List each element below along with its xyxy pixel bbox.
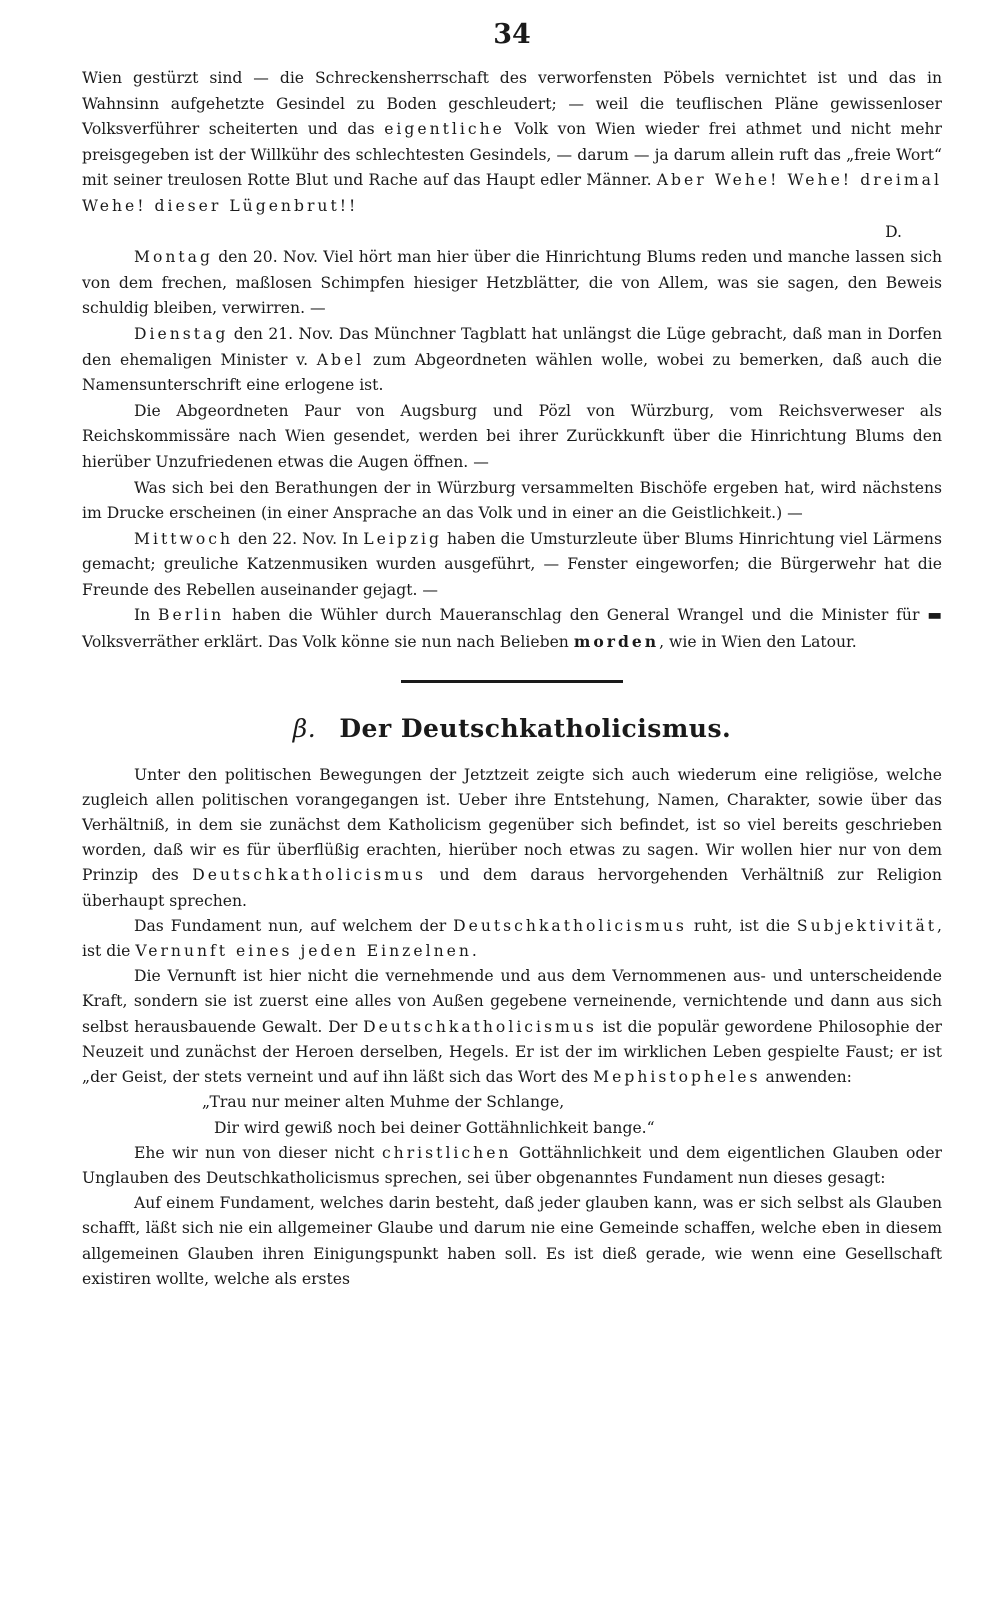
paragraph-text: Wien gestürzt sind — die Schreckensherrschaft des verworfensten Pöbels vernichtet ist und das in Wahnsinn aufgehetzte Gesindel zu Boden geschleudert; — weil die teuflischen Pläne gewissenloser Volksverführer scheiterten und das <box>82 69 942 139</box>
paragraph-text: und dem daraus hervorgehenden Verhältniß zur Religion überhaupt sprechen. <box>82 866 942 910</box>
emphasis-text: Deutschkatholicismus <box>192 866 427 885</box>
emphasis-text: eigentliche <box>384 120 505 139</box>
paragraph-text: Die Abgeordneten Paur von Augsburg und Pözl von Würzburg, vom Reichsverweser als Reichskommissäre nach Wien gesendet, werden bei ihrer Zurückkunft über die Hinrichtung Blums den hierüber Unzufriedenen etwas die Augen öffnen. — <box>82 401 942 471</box>
essay-paragraph-2 <box>82 914 942 964</box>
paragraph-text: Unter den politischen Bewegungen der Jetztzeit zeigte sich auch wiederum eine religiöse, welche zugleich allen politischen vorangegangen ist. Ueber ihre Entstehung, Namen, Charakter, sowie über das Verhältniß, in dem sie zunächst dem Katholicism gegenüber sich befindet, ist so viel bereits geschrieben worden, daß wir es für überflüßig erachten, hierüber noch etwas zu sagen. Wir wollen hier nur von dem Prinzip des <box>82 765 942 885</box>
essay-paragraph-4 <box>82 1141 942 1191</box>
paragraph-text: anwenden: <box>765 1068 852 1087</box>
paragraph-text: , wie in Wien den Latour. <box>659 633 857 652</box>
paragraph-monday <box>82 245 942 322</box>
paragraph-text: Die Vernunft ist hier nicht die vernehmende und aus dem Vernommenen aus- und unterscheidende Kraft, sondern sie ist zuerst eine alles von Außen gegebene verneinende, vernichtende und dann aus sich selbst herausbauende Gewalt. Der <box>82 967 942 1036</box>
emphasis-text: Subjektivität <box>796 916 938 935</box>
paragraph-tuesday <box>82 322 942 399</box>
signature-line <box>82 220 942 246</box>
emphasis-text: Leipzig <box>363 529 443 548</box>
essay-paragraph-3 <box>82 964 942 1090</box>
paragraph-berlin <box>82 603 942 655</box>
paragraph-text: Gottähnlichkeit und dem eigentlichen Glauben oder Unglauben des Deutschkatholicismus sprechen, sei über obgenanntes Fundament nun dieses gesagt: <box>82 1143 943 1187</box>
section-divider <box>401 680 623 683</box>
emphasis-text: Deutschkatholicismus <box>453 916 687 935</box>
paragraph-text: den 20. Nov. Viel hört man hier über die Hinrichtung Blums reden und manche lassen sich von dem frechen, maßlosen Schimpfen hiesiger Hetzblätter, die von Allem, was sie sagen, den Beweis schuldig bleiben, verwirren. — <box>82 248 942 318</box>
emphasis-text: Deutschkatholicismus <box>363 1017 597 1036</box>
paragraph-text: Volk von Wien wieder frei athmet und nicht mehr preisgegeben ist der Willkühr des schlechtesten Gesindels, — darum — ja darum allein ruft das „freie Wort“ mit seiner treulosen Rotte Blut und Rache auf das Haupt edler Männer. <box>82 120 942 190</box>
date-label: Dienstag <box>134 324 229 343</box>
paragraph-text: Ehe wir nun von dieser nicht <box>134 1143 375 1162</box>
paragraph-deputies <box>82 399 942 476</box>
essay-paragraph-1 <box>82 763 942 914</box>
paragraph-text: ruht, ist die <box>693 916 790 935</box>
date-label: Montag <box>134 248 213 267</box>
emphasis-text: Berlin <box>158 606 225 625</box>
emphasis-text: Aber Wehe! Wehe! dreimal Wehe! dieser Lügenbrut!! <box>82 171 942 215</box>
section-title: Der Deutschkatholicismus. <box>339 713 732 743</box>
emphasis-text: Abel <box>316 350 365 369</box>
paragraph-text: den 22. Nov. In <box>238 529 359 548</box>
verse-line-1: „Trau nur meiner alten Muhme der Schlange, <box>202 1093 565 1112</box>
emphasis-text: Mephistopheles <box>593 1068 761 1087</box>
paragraph-bishops <box>82 476 942 527</box>
paragraph-text: In <box>134 606 151 625</box>
paragraph-text: Das Fundament nun, auf welchem der <box>134 916 447 935</box>
page-number: 34 <box>493 19 531 50</box>
paragraph-text: haben die Umsturzleute über Blums Hinrichtung viel Lärmens gemacht; greuliche Katzenmusiken wurden ausgeführt, — Fenster eingeworfen; die Bürgerwehr hat die Freunde des Rebellen auseinander gejagt. — <box>82 529 942 599</box>
paragraph-text: Was sich bei den Berathungen der in Würzburg versammelten Bischöfe ergeben hat, wird nächstens im Drucke erscheinen (in einer Ansprache an das Volk und in einer an die Geistlichkeit.) — <box>82 478 942 523</box>
paragraph-text: den 21. Nov. Das Münchner Tagblatt hat unlängst die Lüge gebracht, daß man in Dorfen den ehemaligen Minister v. <box>82 324 942 369</box>
emphasis-text: christlichen <box>381 1143 512 1162</box>
paragraph-text: zum Abgeordneten wählen wolle, wobei zu bemerken, daß auch die Namensunterschrift eine erlogene ist. <box>82 350 942 395</box>
date-label: Mittwoch <box>134 529 233 548</box>
paragraph-text: haben die Wühler durch Maueranschlag den General Wrangel und die Minister für ▬ Volksverräther erklärt. Das Volk könne sie nun nach Belieben <box>82 606 942 652</box>
paragraph-vienna <box>82 66 942 220</box>
signature: D. <box>885 222 902 241</box>
essay-paragraph-5 <box>82 1191 942 1292</box>
paragraph-text: . <box>471 942 477 961</box>
essay-section <box>82 763 942 1292</box>
emphasis-text: morden <box>573 632 660 652</box>
paragraph-text: , ist die <box>82 916 942 961</box>
emphasis-text: Vernunft eines jeden Einzelnen <box>135 942 472 961</box>
section-marker: β. <box>292 713 317 743</box>
section-heading <box>82 713 942 745</box>
paragraph-wednesday <box>82 527 942 604</box>
verse-line-2: Dir wird gewiß noch bei deiner Gottähnlichkeit bange.“ <box>214 1118 655 1137</box>
news-section <box>82 66 942 656</box>
paragraph-text: ist die populär gewordene Philosophie der Neuzeit und zunächst der Heroen derselben, Hegels. Er ist der im wirklichen Leben gespielte Faust; er ist „der Geist, der stets verneint und auf ihn läßt sich das Wort des <box>82 1017 942 1087</box>
paragraph-text: Auf einem Fundament, welches darin besteht, daß jeder glauben kann, was er sich selbst als Glauben schafft, läßt sich nie ein allgemeiner Glaube und darum nie eine Gemeinde schaffen, welche eben in diesem allgemeinen Glauben ihren Einigungspunkt haben soll. Es ist dieß gerade, wie wenn eine Gesellschaft existiren wollte, welche als erstes <box>82 1194 942 1288</box>
